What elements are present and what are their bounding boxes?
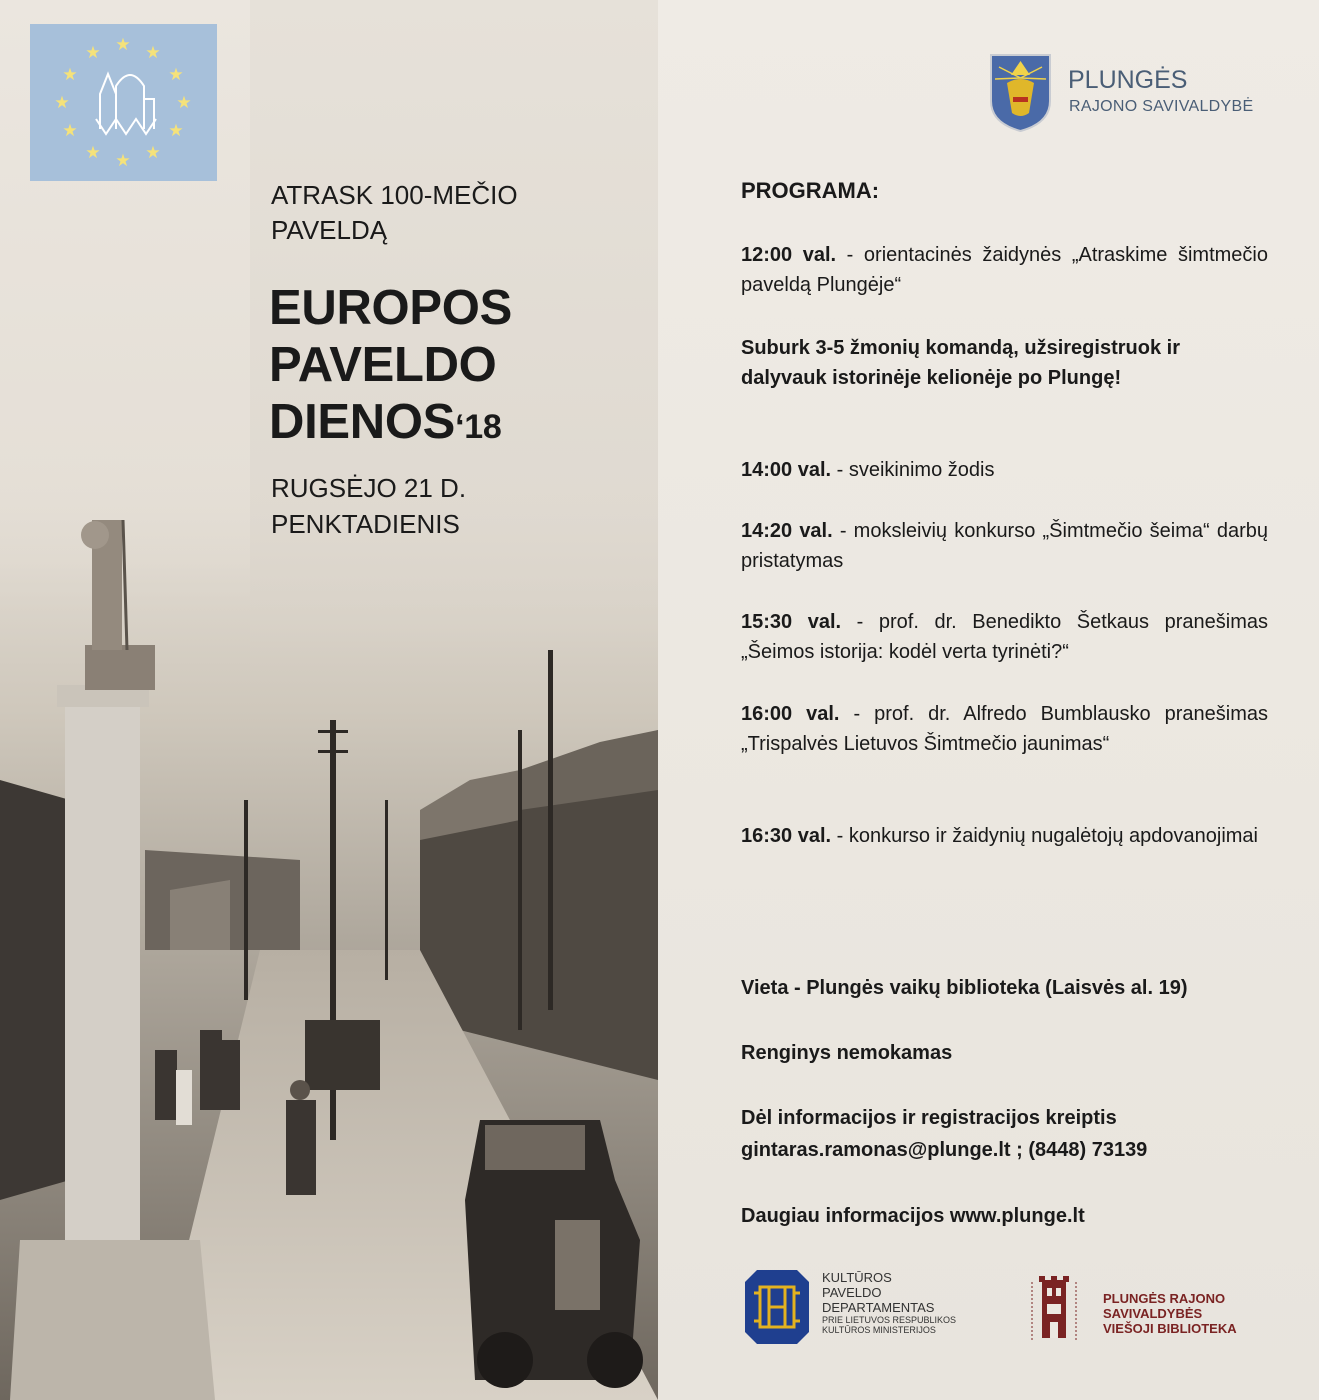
svg-text:★: ★ [85,43,101,63]
program-time: 14:20 val. [741,520,833,542]
svg-text:★: ★ [168,65,184,85]
program-item [741,821,1268,851]
tagline-line: ATRASK 100-MEČIO [271,180,518,210]
kpd-small-line: PRIE LIETUVOS RESPUBLIKOS [822,1315,957,1325]
title-word: DIENOS [269,395,456,449]
svg-text:★: ★ [62,121,78,141]
svg-text:★: ★ [145,43,161,63]
program-time: 14:00 val. [741,459,832,481]
kpd-line: PAVELDO [822,1285,882,1300]
program-time: 15:30 val. [741,611,842,633]
svg-text:★: ★ [54,93,70,113]
program-text: - orientacinės žaidynės „Atraskime šimtmečio paveldą Plungėje“ [741,244,1268,296]
svg-text:★: ★ [85,143,101,163]
team-note: Suburk 3-5 žmonių komandą, užsiregistruok ir dalyvauk istorinėje kelionėje po Plungę! [741,337,1180,389]
title-line: EUROPOS [269,281,512,335]
cultural-heritage-department-name [822,1270,956,1335]
svg-text:★: ★ [115,151,131,171]
historic-street-photo [0,480,658,1400]
kpd-small-line: KULTŪROS MINISTERIJOS [822,1325,936,1335]
program-time: 16:00 val. [741,703,840,725]
plunge-coat-of-arms-icon [989,53,1052,133]
svg-text:★: ★ [62,65,78,85]
library-line: VIEŠOJI BIBLIOTEKA [1103,1321,1237,1336]
program-time: 12:00 val. [741,244,837,266]
title-year: ‘18 [455,408,502,446]
title-line-3 [269,394,512,456]
svg-text:★: ★ [168,121,184,141]
program-item [741,516,1268,576]
kpd-line: DEPARTAMENTAS [822,1300,935,1315]
library-line: SAVIVALDYBĖS [1103,1306,1203,1321]
cultural-heritage-department-logo-icon [743,1268,811,1346]
program-title: PROGRAMA: [741,178,880,203]
event-date [271,470,466,542]
contact-label: Dėl informacijos ir registracijos kreiptis [741,1107,1117,1129]
weekday-line: PENKTADIENIS [271,509,460,539]
program-item [741,240,1268,300]
program-item [741,455,1268,485]
public-library-tower-logo-icon [1014,1274,1094,1344]
program-text: - konkurso ir žaidynių nugalėtojų apdovanojimai [831,825,1258,847]
kpd-line: KULTŪROS [822,1270,892,1285]
municipality-name: PLUNGĖS [1068,66,1188,94]
program-time: 16:30 val. [741,825,832,847]
event-title [269,280,512,456]
more-info-link[interactable]: Daugiau informacijos www.plunge.lt [741,1205,1085,1227]
svg-text:★: ★ [115,35,131,55]
tagline [271,178,571,248]
program-text: - prof. dr. Benedikto Šetkaus pranešimas „Šeimos istorija: kodėl verta tyrinėti?“ [741,611,1268,663]
svg-text:★: ★ [176,93,192,113]
program-text: - prof. dr. Alfredo Bumblausko pranešimas „Trispalvės Lietuvos Šimtmečio jaunimas“ [741,703,1268,755]
program-item [741,699,1268,759]
venue: Vieta - Plungės vaikų biblioteka (Laisvės al. 19) [741,977,1188,999]
tagline-line: PAVELDĄ [271,215,388,245]
municipality-subtitle: RAJONO SAVIVALDYBĖ [1069,98,1254,115]
title-line: PAVELDO [269,338,497,392]
european-heritage-days-logo [30,24,217,181]
date-line: RUGSĖJO 21 D. [271,473,467,503]
program-text: - sveikinimo žodis [831,459,995,481]
library-line: PLUNGĖS RAJONO [1103,1291,1226,1306]
program-item [741,607,1268,667]
contact-details[interactable]: gintaras.ramonas@plunge.lt ; (8448) 73139 [741,1139,1148,1161]
svg-text:★: ★ [145,143,161,163]
public-library-name [1103,1291,1237,1336]
program-text: - moksleivių konkurso „Šimtmečio šeima“ darbų pristatymas [741,520,1269,572]
free-entry-note: Renginys nemokamas [741,1042,953,1064]
